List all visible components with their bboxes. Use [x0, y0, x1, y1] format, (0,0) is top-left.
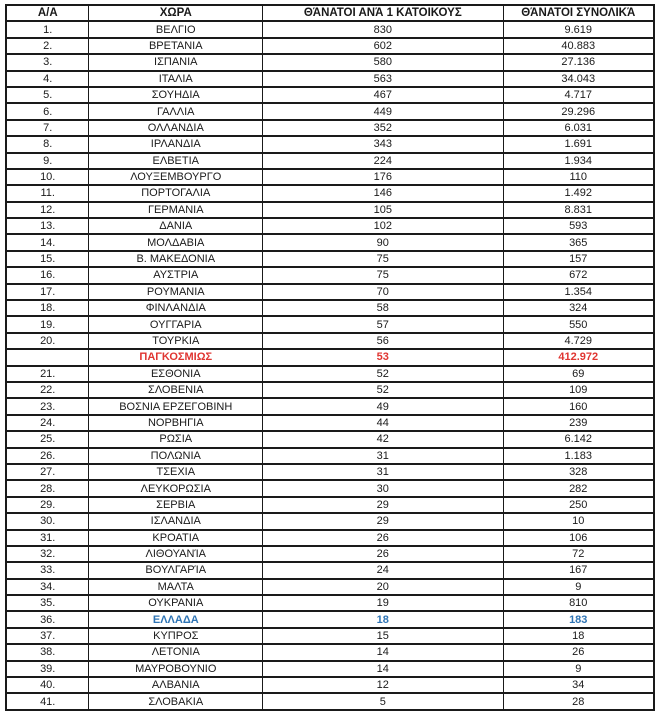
deaths-total-cell: 810 [503, 595, 654, 611]
country-cell: ΡΩΣΙΑ [89, 431, 263, 447]
country-cell: ΒΟΥΛΓΑΡΊΑ [89, 562, 263, 578]
country-cell: ΛΙΘΟΥΑΝΊΑ [89, 546, 263, 562]
country-cell: ΤΟΥΡΚΙΑ [89, 333, 263, 349]
deaths-per-cell: 24 [263, 562, 503, 578]
country-cell: ΑΛΒΑΝΙΑ [89, 677, 263, 693]
deaths-per-cell: 146 [263, 185, 503, 201]
header-cell-index: Α/Α [6, 5, 89, 21]
deaths-per-cell: 29 [263, 513, 503, 529]
table-row [6, 284, 654, 300]
country-cell: ΔΑΝΙΑ [89, 218, 263, 234]
deaths-total-cell: 40.883 [503, 38, 654, 54]
table-row [6, 546, 654, 562]
country-cell: ΟΛΛΑΝΔΙΑ [89, 120, 263, 136]
deaths-total-cell: 6.031 [503, 120, 654, 136]
country-cell: ΣΛΟΒΕΝΙΑ [89, 382, 263, 398]
deaths-total-cell: 412.972 [503, 349, 654, 365]
deaths-total-cell: 34.043 [503, 71, 654, 87]
table-row [6, 398, 654, 414]
table-row [6, 448, 654, 464]
country-cell: ΒΡΕΤΑΝΙΑ [89, 38, 263, 54]
deaths-per-cell: 602 [263, 38, 503, 54]
deaths-per-cell: 58 [263, 300, 503, 316]
table-row [6, 415, 654, 431]
row-index-cell: 28. [6, 480, 89, 496]
deaths-total-cell: 167 [503, 562, 654, 578]
row-index-cell: 20. [6, 333, 89, 349]
country-cell: ΤΣΕΧΙΑ [89, 464, 263, 480]
deaths-per-cell: 49 [263, 398, 503, 414]
country-cell: ΙΣΠΑΝΙΑ [89, 54, 263, 70]
table-row [6, 251, 654, 267]
row-index-cell: 30. [6, 513, 89, 529]
country-cell: ΙΣΛΑΝΔΙΑ [89, 513, 263, 529]
row-index-cell: 14. [6, 234, 89, 250]
country-cell: ΣΟΥΗΔΙΑ [89, 87, 263, 103]
deaths-per-cell: 352 [263, 120, 503, 136]
row-index-cell: 17. [6, 284, 89, 300]
deaths-per-cell: 44 [263, 415, 503, 431]
deaths-total-cell: 29.296 [503, 103, 654, 119]
country-cell: ΕΣΘΟΝΙΑ [89, 366, 263, 382]
deaths-per-cell: 31 [263, 464, 503, 480]
deaths-per-cell: 52 [263, 366, 503, 382]
row-index-cell: 3. [6, 54, 89, 70]
deaths-per-cell: 343 [263, 136, 503, 152]
country-cell: ΓΕΡΜΑΝΙΑ [89, 202, 263, 218]
table-row [6, 464, 654, 480]
deaths-per-cell: 12 [263, 677, 503, 693]
row-index-cell: 4. [6, 71, 89, 87]
row-index-cell: 21. [6, 366, 89, 382]
country-cell: ΟΥΚΡΑΝΙΑ [89, 595, 263, 611]
deaths-total-cell: 8.831 [503, 202, 654, 218]
deaths-total-cell: 328 [503, 464, 654, 480]
country-cell: ΒΟΣΝΙΑ ΕΡΖΕΓΟΒΙΝΗ [89, 398, 263, 414]
table-row [6, 267, 654, 283]
row-index-cell: 6. [6, 103, 89, 119]
deaths-total-cell: 26 [503, 644, 654, 660]
row-index-cell: 16. [6, 267, 89, 283]
deaths-per-cell: 29 [263, 497, 503, 513]
row-index-cell: 38. [6, 644, 89, 660]
table-row [6, 644, 654, 660]
table-row [6, 480, 654, 496]
deaths-total-cell: 34 [503, 677, 654, 693]
header-cell-deaths-per: ΘΆΝΑΤΟΙ ΑΝΆ 1 ΚΑΤΟΙΚΟΥΣ [263, 5, 503, 21]
deaths-per-cell: 30 [263, 480, 503, 496]
table-row [6, 431, 654, 447]
deaths-per-cell: 563 [263, 71, 503, 87]
table-row [6, 611, 654, 627]
country-cell: ΜΑΛΤΑ [89, 579, 263, 595]
row-index-cell: 32. [6, 546, 89, 562]
country-cell: ΦΙΝΛΑΝΔΙΑ [89, 300, 263, 316]
row-index-cell: 19. [6, 316, 89, 332]
table-body [6, 21, 654, 709]
row-index-cell: 35. [6, 595, 89, 611]
table-row [6, 300, 654, 316]
row-index-cell: 2. [6, 38, 89, 54]
deaths-total-cell: 72 [503, 546, 654, 562]
country-cell: ΚΡΟΑΤΙΑ [89, 530, 263, 546]
row-index-cell: 15. [6, 251, 89, 267]
table-row [6, 349, 654, 365]
country-cell: ΛΟΥΞΕΜΒΟΥΡΓΟ [89, 169, 263, 185]
deaths-total-cell: 9 [503, 661, 654, 677]
deaths-per-cell: 19 [263, 595, 503, 611]
table-row [6, 234, 654, 250]
deaths-per-cell: 449 [263, 103, 503, 119]
deaths-per-cell: 18 [263, 611, 503, 627]
deaths-total-cell: 672 [503, 267, 654, 283]
table-row [6, 169, 654, 185]
row-index-cell: 5. [6, 87, 89, 103]
deaths-total-cell: 69 [503, 366, 654, 382]
country-cell: Β. ΜΑΚΕΔΟΝΙΑ [89, 251, 263, 267]
deaths-total-cell: 28 [503, 693, 654, 709]
table-row [6, 54, 654, 70]
country-cell: ΜΑΥΡΟΒΟΥΝΙΟ [89, 661, 263, 677]
deaths-per-cell: 580 [263, 54, 503, 70]
header-row [6, 5, 654, 21]
row-index-cell: 37. [6, 628, 89, 644]
deaths-per-cell: 830 [263, 21, 503, 37]
country-cell: ΒΕΛΓΙΟ [89, 21, 263, 37]
deaths-total-cell: 157 [503, 251, 654, 267]
country-cell: ΣΕΡΒΙΑ [89, 497, 263, 513]
deaths-total-cell: 239 [503, 415, 654, 431]
country-cell: ΑΥΣΤΡΙΑ [89, 267, 263, 283]
country-cell: ΓΑΛΛΙΑ [89, 103, 263, 119]
deaths-total-cell: 250 [503, 497, 654, 513]
header-cell-deaths-total: ΘΆΝΑΤΟΙ ΣΥΝΟΛΙΚΆ [503, 5, 654, 21]
country-cell: ΕΛΛΑΔΑ [89, 611, 263, 627]
table-row [6, 366, 654, 382]
table-row [6, 677, 654, 693]
header-cell-country: ΧΩΡΑ [89, 5, 263, 21]
deaths-per-cell: 102 [263, 218, 503, 234]
row-index-cell: 13. [6, 218, 89, 234]
deaths-per-cell: 56 [263, 333, 503, 349]
deaths-per-cell: 90 [263, 234, 503, 250]
deaths-total-cell: 1.492 [503, 185, 654, 201]
deaths-per-cell: 75 [263, 251, 503, 267]
deaths-per-cell: 53 [263, 349, 503, 365]
deaths-total-cell: 18 [503, 628, 654, 644]
row-index-cell: 40. [6, 677, 89, 693]
covid-deaths-table [5, 4, 655, 711]
country-cell: ΠΟΛΩΝΙΑ [89, 448, 263, 464]
deaths-total-cell: 106 [503, 530, 654, 546]
deaths-per-cell: 52 [263, 382, 503, 398]
country-cell: ΡΟΥΜΑΝΙΑ [89, 284, 263, 300]
row-index-cell: 23. [6, 398, 89, 414]
row-index-cell: 31. [6, 530, 89, 546]
table-row [6, 382, 654, 398]
deaths-per-cell: 42 [263, 431, 503, 447]
row-index-cell: 25. [6, 431, 89, 447]
table-row [6, 333, 654, 349]
table-row [6, 87, 654, 103]
table-row [6, 513, 654, 529]
row-index-cell: 22. [6, 382, 89, 398]
deaths-per-cell: 57 [263, 316, 503, 332]
deaths-total-cell: 27.136 [503, 54, 654, 70]
country-cell: ΣΛΟΒΑΚΙΑ [89, 693, 263, 709]
country-cell: ΕΛΒΕΤΙΑ [89, 153, 263, 169]
row-index-cell: 18. [6, 300, 89, 316]
deaths-per-cell: 15 [263, 628, 503, 644]
deaths-total-cell: 1.354 [503, 284, 654, 300]
deaths-per-cell: 105 [263, 202, 503, 218]
table-row [6, 120, 654, 136]
table-row [6, 562, 654, 578]
row-index-cell: 9. [6, 153, 89, 169]
country-cell: ΜΟΛΔΑΒΙΑ [89, 234, 263, 250]
deaths-total-cell: 110 [503, 169, 654, 185]
deaths-per-cell: 20 [263, 579, 503, 595]
country-cell: ΟΥΓΓΑΡΙΑ [89, 316, 263, 332]
table-row [6, 153, 654, 169]
deaths-per-cell: 70 [263, 284, 503, 300]
deaths-total-cell: 109 [503, 382, 654, 398]
row-index-cell: 10. [6, 169, 89, 185]
deaths-per-cell: 75 [263, 267, 503, 283]
country-cell: ΠΟΡΤΟΓΑΛΙΑ [89, 185, 263, 201]
row-index-cell: 34. [6, 579, 89, 595]
table-row [6, 693, 654, 709]
row-index-cell: 29. [6, 497, 89, 513]
row-index-cell: 24. [6, 415, 89, 431]
table-row [6, 661, 654, 677]
table-row [6, 185, 654, 201]
country-cell: ΛΕΥΚΟΡΩΣΙΑ [89, 480, 263, 496]
row-index-cell: 26. [6, 448, 89, 464]
row-index-cell: 27. [6, 464, 89, 480]
table-header [6, 5, 654, 21]
row-index-cell: 12. [6, 202, 89, 218]
deaths-per-cell: 224 [263, 153, 503, 169]
table-row [6, 136, 654, 152]
row-index-cell [6, 349, 89, 365]
row-index-cell: 8. [6, 136, 89, 152]
deaths-total-cell: 6.142 [503, 431, 654, 447]
deaths-total-cell: 593 [503, 218, 654, 234]
table-row [6, 595, 654, 611]
row-index-cell: 7. [6, 120, 89, 136]
table-row [6, 628, 654, 644]
deaths-per-cell: 5 [263, 693, 503, 709]
deaths-per-cell: 14 [263, 661, 503, 677]
country-cell: ΠΑΓΚΟΣΜΙΩΣ [89, 349, 263, 365]
table-row [6, 202, 654, 218]
deaths-total-cell: 282 [503, 480, 654, 496]
deaths-total-cell: 1.183 [503, 448, 654, 464]
table-row [6, 530, 654, 546]
deaths-total-cell: 365 [503, 234, 654, 250]
deaths-per-cell: 31 [263, 448, 503, 464]
deaths-total-cell: 10 [503, 513, 654, 529]
row-index-cell: 1. [6, 21, 89, 37]
table-row [6, 21, 654, 37]
deaths-total-cell: 9 [503, 579, 654, 595]
row-index-cell: 39. [6, 661, 89, 677]
table-row [6, 316, 654, 332]
country-cell: ΙΡΛΑΝΔΙΑ [89, 136, 263, 152]
deaths-total-cell: 1.691 [503, 136, 654, 152]
table-row [6, 71, 654, 87]
deaths-total-cell: 9.619 [503, 21, 654, 37]
table-row [6, 497, 654, 513]
deaths-total-cell: 183 [503, 611, 654, 627]
deaths-total-cell: 160 [503, 398, 654, 414]
deaths-per-cell: 26 [263, 546, 503, 562]
deaths-per-cell: 14 [263, 644, 503, 660]
country-cell: ΝΟΡΒΗΓΙΑ [89, 415, 263, 431]
deaths-per-cell: 467 [263, 87, 503, 103]
table-row [6, 218, 654, 234]
row-index-cell: 33. [6, 562, 89, 578]
deaths-per-cell: 26 [263, 530, 503, 546]
deaths-total-cell: 324 [503, 300, 654, 316]
row-index-cell: 11. [6, 185, 89, 201]
deaths-total-cell: 1.934 [503, 153, 654, 169]
country-cell: ΙΤΑΛΙΑ [89, 71, 263, 87]
table-row [6, 103, 654, 119]
row-index-cell: 36. [6, 611, 89, 627]
deaths-total-cell: 550 [503, 316, 654, 332]
country-cell: ΚΥΠΡΟΣ [89, 628, 263, 644]
table-row [6, 579, 654, 595]
deaths-per-cell: 176 [263, 169, 503, 185]
deaths-total-cell: 4.717 [503, 87, 654, 103]
row-index-cell: 41. [6, 693, 89, 709]
table-row [6, 38, 654, 54]
deaths-total-cell: 4.729 [503, 333, 654, 349]
country-cell: ΛΕΤΟΝΙΑ [89, 644, 263, 660]
